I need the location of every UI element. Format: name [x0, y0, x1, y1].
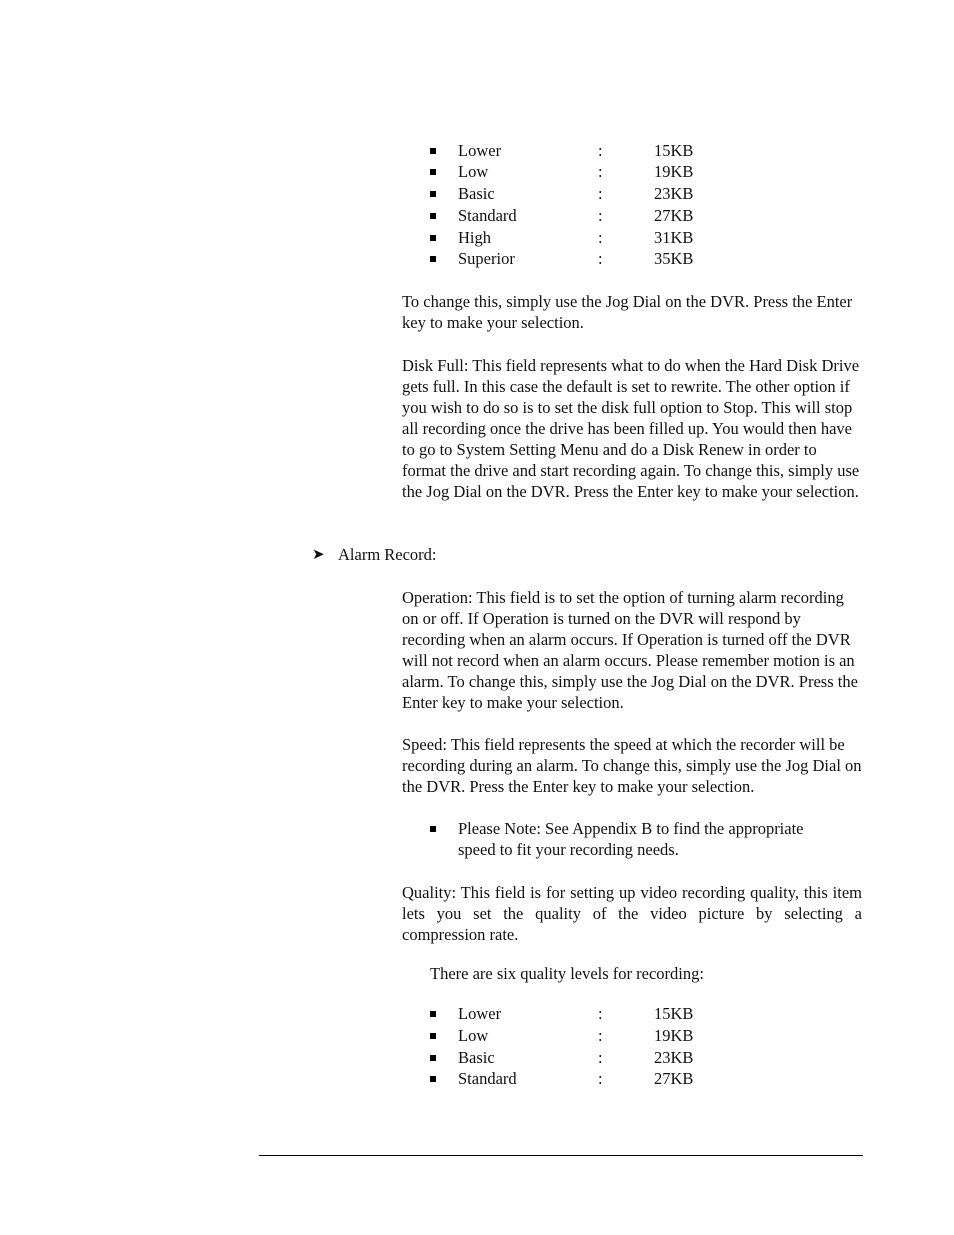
- separator-colon: :: [598, 1004, 603, 1023]
- square-bullet-icon: [430, 256, 436, 262]
- quality-level-size: 27KB: [654, 206, 694, 225]
- quality-level-size: 23KB: [654, 1048, 694, 1067]
- square-bullet-icon: [430, 1076, 436, 1082]
- separator-colon: :: [598, 228, 603, 247]
- square-bullet-icon: [430, 213, 436, 219]
- arrow-bullet-icon: ➤: [312, 547, 325, 563]
- separator-colon: :: [598, 206, 603, 225]
- quality-level-name: Basic: [458, 184, 495, 203]
- operation-paragraph: Operation: This field is to set the option of turning alarm recording on or off. If Operation is turned on the DVR will respond by recording when an alarm occurs. If Operation is turned off the DVR will not record when an alarm occurs. Please remember motion is an alarm. To change this, simply use the Jog Dial on the DVR. Press the Enter key to make your selection.: [402, 588, 858, 712]
- quality-level-size: 15KB: [654, 1004, 694, 1023]
- quality-intro: There are six quality levels for recording:: [430, 964, 704, 983]
- quality-level-size: 35KB: [654, 249, 694, 268]
- separator-colon: :: [598, 1069, 603, 1088]
- quality-level-name: Superior: [458, 249, 515, 268]
- square-bullet-icon: [430, 191, 436, 197]
- speed-paragraph: Speed: This field represents the speed at which the recorder will be recording during an alarm. To change this, simply use the Jog Dial on the DVR. Press the Enter key to make your selection.: [402, 735, 862, 796]
- square-bullet-icon: [430, 826, 436, 832]
- quality-level-name: Low: [458, 1026, 489, 1045]
- quality-level-size: 31KB: [654, 228, 694, 247]
- separator-colon: :: [598, 249, 603, 268]
- change-instruction-paragraph: To change this, simply use the Jog Dial on the DVR. Press the Enter key to make your selection.: [402, 292, 853, 332]
- square-bullet-icon: [430, 1055, 436, 1061]
- quality-level-name: Basic: [458, 1048, 495, 1067]
- alarm-record-label: Alarm Record:: [338, 545, 437, 564]
- separator-colon: :: [598, 1048, 603, 1067]
- square-bullet-icon: [430, 148, 436, 154]
- quality-level-name: Lower: [458, 1004, 502, 1023]
- quality-level-size: 27KB: [654, 1069, 694, 1088]
- quality-level-size: 23KB: [654, 184, 694, 203]
- quality-level-name: Lower: [458, 141, 502, 160]
- square-bullet-icon: [430, 235, 436, 241]
- footer-divider: [259, 1155, 863, 1156]
- separator-colon: :: [598, 184, 603, 203]
- quality-paragraph: Quality: This field is for setting up video recording quality, this item lets you set the quality of the video picture by selecting a compression rate.: [402, 883, 862, 944]
- quality-level-size: 19KB: [654, 1026, 694, 1045]
- square-bullet-icon: [430, 1011, 436, 1017]
- separator-colon: :: [598, 141, 603, 160]
- note-item: [430, 818, 830, 860]
- separator-colon: :: [598, 162, 603, 181]
- quality-level-size: 15KB: [654, 141, 694, 160]
- disk-full-paragraph: Disk Full: This field represents what to do when the Hard Disk Drive gets full. In this case the default is set to rewrite. The other option if you wish to do so is to set the disk full option to Stop. This will stop all recording once the drive has been filled up. You would then have to go to System Setting Menu and do a Disk Renew in order to format the drive and start recording again. To change this, simply use the Jog Dial on the DVR. Press the Enter key to make your selection.: [402, 356, 860, 501]
- quality-level-name: Standard: [458, 1069, 517, 1088]
- separator-colon: :: [598, 1026, 603, 1045]
- quality-level-name: High: [458, 228, 491, 247]
- quality-level-name: Low: [458, 162, 489, 181]
- quality-level-size: 19KB: [654, 162, 694, 181]
- quality-level-name: Standard: [458, 206, 517, 225]
- note-text: Please Note: See Appendix B to find the appropriate speed to fit your recording needs.: [458, 819, 804, 859]
- square-bullet-icon: [430, 1033, 436, 1039]
- square-bullet-icon: [430, 169, 436, 175]
